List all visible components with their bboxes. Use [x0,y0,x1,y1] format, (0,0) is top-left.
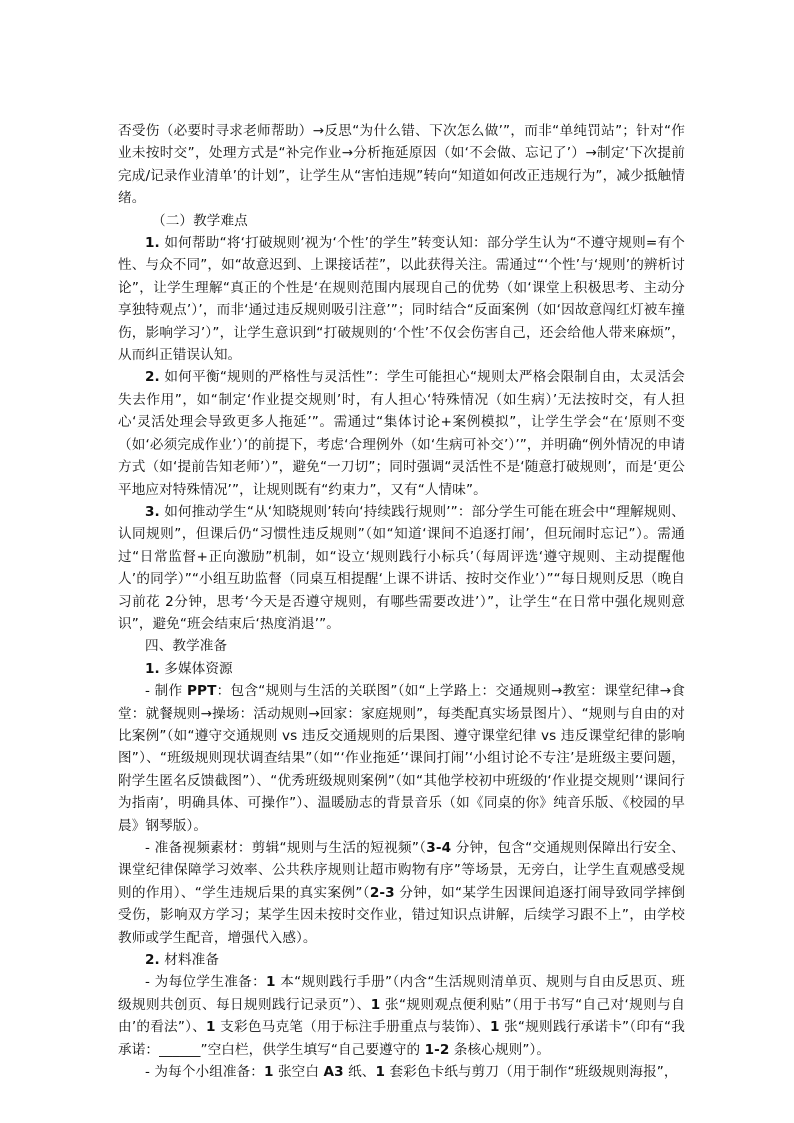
paragraph-difficulty-2: 2. 如何平衡“规则的严格性与灵活性”：学生可能担心“规则太严格会限制自由，太灵活会失去作用”，如“制定‘作业提交规则’时，有人担心‘特殊情况（如生病）’无法按时交，有人担心‘灵活处理会导致更多人拖延’”。需通过“集体讨论+案例模拟”，让学生学会“在‘原则不变（如‘必须完成作业’）’的前提下，考虑‘合理例外（如‘生病可补交’）’”，并明确“例外情况的申请方式（如‘提前告知老师’）”，避免“一刀切”；同时强调“灵活性不是‘随意打破规则’，而是‘更公平地应对特殊情况’”，让规则既有“约束力”，又有“人情味”。 [118,369,685,498]
subheading-materials: 2. 材料准备 [145,952,220,969]
paragraph-1: 否受伤（必要时寻求老师帮助）→反思“为什么错、下次怎么做’”，而非“单纯罚站”；针对“作业未按时交”，处理方式是“补完作业→分析拖延原因（如‘不会做、忘记了’）→制定‘下次提前完成/记录作业清单’的计划”，让学生从“害怕违规”转向“知道如何改正违规行为”，减少抵触情绪。 [118,123,685,207]
paragraph-ppt: - 制作 PPT：包含“规则与生活的关联图”（如“上学路上：交通规则→教室：课堂纪律→食堂：就餐规则→操场：活动规则→回家：家庭规则”，每类配真实场景图片）、“规则与自由的对比案例”（如“遵守交通规则 vs 违反交通规则的后果图、遵守课堂纪律 vs 违反课堂纪律的影响图”）、“班级规则现状调查结果”（如“‘作业拖延’‘课间打闹’‘小组讨论不专注’是班级主要问题，附学生匿名反馈截图”）、“优秀班级规则案例”（如“其他学校初中班级的‘作业提交规则’‘课间行为指南’，明确具体、可操作”）、温暖励志的背景音乐（如《同桌的你》纯音乐版、《校园的早晨》钢琴版）。 [118,683,685,834]
paragraph-group-materials: - 为每个小组准备：1 张空白 A3 纸、1 套彩色卡纸与剪刀（用于制作“班级规则海报”， [145,1064,678,1081]
paragraph-difficulty-1: 1. 如何帮助“将‘打破规则’视为‘个性’的学生”转变认知：部分学生认为“不遵守规则=有个性、与众不同”，如“故意迟到、上课接话茬”，以此获得关注。需通过“‘个性’与‘规则’的辨析讨论”，让学生理解“真正的个性是‘在规则范围内展现自己的优势（如‘课堂上积极思考、主动分享独特观点’）’，而非‘通过违反规则吸引注意’”；同时结合“反面案例（如‘因故意闯红灯被车撞伤，影响学习’）”，让学生意识到“打破规则的‘个性’不仅会伤害自己，还会给他人带来麻烦”，从而纠正错误认知。 [118,235,685,364]
document-body [118,120,685,1083]
section-heading-preparation: 四、教学准备 [145,638,228,655]
paragraph-difficulty-3: 3. 如何推动学生“从‘知晓规则’转向‘持续践行规则’”：部分学生可能在班会中“理解规则、认同规则”，但课后仍“习惯性违反规则”（如“知道‘课间不追逐打闹’，但玩闹时忘记”）。需通过“日常监督+正向激励”机制，如“设立‘规则践行小标兵’（每周评选‘遵守规则、主动提醒他人’的同学）”“小组互助监督（同桌互相提醒‘上课不讲话、按时交作业’）”“每日规则反思（晚自习前花 2分钟，思考‘今天是否遵守规则，有哪些需要改进’）”，让学生“在日常中强化规则意识”，避免“班会结束后‘热度消退’”。 [118,503,685,632]
paragraph-video: - 准备视频素材：剪辑“规则与生活的短视频”（3-4 分钟，包含“交通规则保障出行安全、课堂纪律保障学习效率、公共秩序规则让超市购物有序”等场景，无旁白，让学生直观感受规则的作用）、“学生违规后果的真实案例”（2-3 分钟，如“某学生因课间追逐打闹导致同学摔倒受伤，影响双方学习；某学生因未按时交作业，错过知识点讲解，后续学习跟不上”，由学校教师或学生配音，增强代入感）。 [118,840,686,946]
subheading-multimedia: 1. 多媒体资源 [145,660,233,677]
section-heading-difficulties: （二）教学难点 [152,212,248,229]
paragraph-student-materials: - 为每位学生准备：1 本“规则践行手册”（内含“生活规则清单页、规则与自由反思页、班级规则共创页、每日规则践行记录页”）、1 张“规则观点便利贴”（用于书写“自己对‘规则与自由’的看法”）、1 支彩色马克笔（用于标注手册重点与装饰）、1 张“规则践行承诺卡”（印有“我承诺：______”空白栏，供学生填写“自己要遵守的 1-2 条核心规则”）。 [118,974,685,1058]
